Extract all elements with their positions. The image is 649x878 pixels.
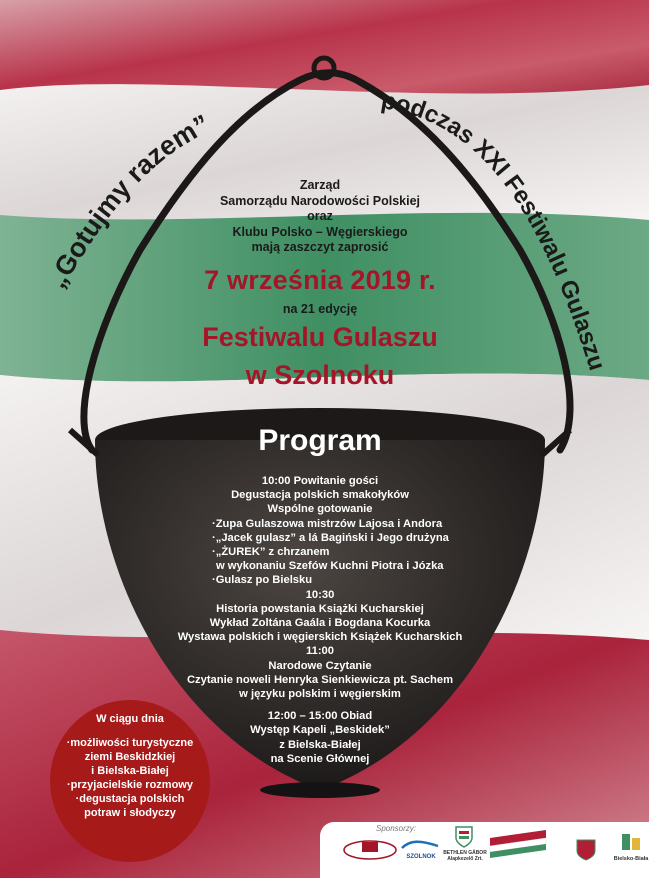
sponsor-logo-bethlen: BETHLEN GÁBOR Alapkezelő Zrt. [443,850,487,862]
sponsor-logo-coat-icon [575,838,597,862]
during-day-text [50,712,210,820]
during-day-line: ·degustacja polskich [75,793,185,805]
during-day-title: W ciągu dnia [96,713,164,725]
program-item: Wykład Zoltána Gaála i Bogdana Kocurka [209,617,431,630]
sponsor-logo-wave-icon [400,838,440,854]
during-day-line: ziemi Beskidzkiej [84,751,176,763]
program-item: Narodowe Czytanie [268,659,372,672]
intro-line: oraz [307,209,333,223]
sponsor-logo-shield-icon [455,826,473,848]
sponsors-label: Sponsorzy: [376,824,417,833]
during-day-line: ·możliwości turystyczne [66,737,194,749]
sponsor-logo-bielsko: Bielsko-Biała [613,856,649,862]
during-day-line: potraw i słodyczy [84,807,176,819]
program-item: Czytanie noweli Henryka Sienkiewicza pt. Sachem [186,673,454,686]
program-item: w wykonaniu Szefów Kuchni Piotra i Józka [216,560,444,573]
program-item: z Bielska-Białej [279,738,361,751]
program-item: na Scenie Głównej [270,752,370,765]
intro-line: Samorządu Narodowości Polskiej [219,193,421,208]
intro-line: Zarząd [299,178,341,192]
program-item: ·„ŻUREK” z chrzanem [212,546,330,559]
sponsor-logo-flag-icon [488,828,548,862]
intro-line: Klubu Polsko – Węgierskiego [232,224,408,239]
sponsor-logo-bielsko-icon [620,832,642,852]
edition-text: na 21 edycję [282,302,358,316]
event-date: 7 września 2019 r. [204,265,436,295]
during-day-line: i Bielska-Białej [91,765,169,777]
slogan-text: „Gotujmy razem” [41,108,214,293]
festival-line-2: w Szolnoku [245,360,395,390]
program-item: 10:30 [305,588,335,601]
program-item: w języku polskim i węgierskim [239,688,401,701]
program-item: 11:00 [306,645,334,658]
program-item: Degustacja polskich smakołyków [231,489,409,502]
sponsor-logo-szolnok: SZOLNOK [406,854,436,860]
program-item: ·Zupa Gulaszowa mistrzów Lajosa i Andora [212,517,443,530]
program-item: Wystawa polskich i węgierskich Książek Kucharskich [177,631,463,644]
event-arc-text: podczas XXI Festiwalu Gulaszu [379,87,611,374]
program-title: Program [258,424,382,457]
intro-line: mają zaszczyt zaprosić [251,240,389,254]
program-item: ·„Jacek gulasz” a lá Bagiński i Jego drużyna [212,531,449,544]
program-item: Występ Kapeli „Beskidek” [250,724,390,737]
program-item: 10:00 Powitanie gości [261,475,379,487]
program-item: 12:00 – 15:00 Obiad [267,710,373,723]
program-item: Wspólne gotowanie [267,503,373,516]
festival-name [150,318,490,394]
festival-line-1: Festiwalu Gulaszu [202,322,438,352]
intro-block [170,178,470,256]
program-item: ·Gulasz po Bielsku [212,574,313,587]
during-day-line: ·przyjacielskie rozmowy [67,779,193,791]
sponsor-logo-crest-icon [340,834,400,864]
program-item: Historia powstania Książki Kucharskiej [216,602,424,615]
